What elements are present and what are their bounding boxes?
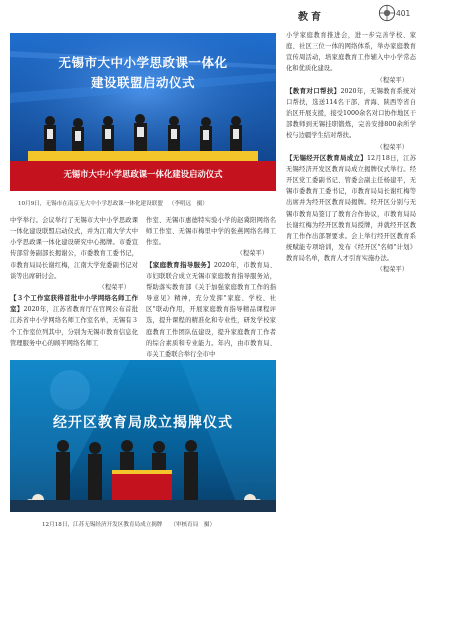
col2-author-1: （程荣平） xyxy=(236,250,268,258)
col3-section-title-1: 【教育对口帮扶】 xyxy=(286,86,341,95)
col3-author-2: （程荣平） xyxy=(376,143,408,151)
photo2-caption-text: 12月18日，江苏无锡经济开发区教育局成立揭牌 xyxy=(42,522,163,528)
photo2-caption xyxy=(42,520,278,528)
col2-paragraph-1: 作室、无锡市惠德特实验小学的赵冀阳网络名师工作室、无锡市梅里中学的张燕网络名师工作室。 xyxy=(146,217,276,247)
section-title: 教育 xyxy=(298,12,324,23)
col2-paragraph-2 xyxy=(146,260,276,360)
col1-paragraph-2 xyxy=(10,293,138,349)
banner-line-2: 建设联盟启动仪式 xyxy=(90,75,195,90)
col3-paragraph-3 xyxy=(286,153,416,265)
col2-paragraph-2-text: 2020年，市教育局、市妇联联合成立无锡市家庭教育指导服务站，帮助落实教育部《关于加强家庭教育工作的指导意见》精神，充分发挥"家庭、学校、社区"联动作用，开展家庭教育指导精品课程评选，提升课程的精准化和专业性，研发学校家庭教育工作团队伍建设，提升家庭教育工作者的综合素质和专业能力。年内，由市教育局、市关工委联合举行全市中 xyxy=(146,261,277,358)
column-3 xyxy=(286,30,416,635)
col1-paragraph-2-text: 2020年，江苏省教育厅在官网公布首批江苏省中小学网络名师工作室名单，无锡有３个工作室位列其中，分别为无锡市教育信息化管理服务中心的顾平网络名师工 xyxy=(10,306,138,347)
photo1-caption-credit: （李明远 摄） xyxy=(168,201,208,207)
col3-paragraph-2-text: 2020年，无锡教育系统对口帮扶，选送114名干部、青海、陕西等省自治区开展支援，接受1000余名对口协作地区干部教师到无锡挂职锻炼，完善安排800余所学校与边疆学生结对帮扶。 xyxy=(286,87,416,140)
col2-section-title: 【家庭教育指导服务】 xyxy=(146,260,214,269)
banner-title: 经开区教育局成立揭牌仪式 xyxy=(53,415,233,431)
col3-paragraph-3-text: 12月18日，江苏无锡经济开发区教育局成立揭牌仪式举行。经开区党工委副书记、管委会副主任杨建平，无锡市委教育工委书记，市教育局局长谢红梅等出席并为经开区教育局揭牌。经开区分别与无锡市教育局签订了教育合作协议，市教育局局长谢红梅为经开区教育局授牌，并就经开区教育工作作出部署要求。会上举行经开区教育系统赋能专项培训，发布《经开区"名师"计划》教育局名单，教育人才引育实施办法。 xyxy=(286,154,416,263)
floor-caption: 无锡市大中小学思政课一体化建设启动仪式 xyxy=(63,169,223,179)
col3-paragraph-2 xyxy=(286,86,416,142)
stage-background-2 xyxy=(10,360,276,512)
col3-paragraph-1: 小学家庭教育推进会，进一步完善学校、家庭、社区三位一体的网络体系，举办家庭教育宣传周活动，培家庭教育工作辅入中小学常态化和优质化建设。 xyxy=(286,32,416,73)
page-number: 401 xyxy=(396,9,411,18)
photo-unveiling-ceremony xyxy=(10,360,276,512)
header-emblem-icon xyxy=(378,4,396,22)
photo2-caption-credit: （审核育局 摄） xyxy=(170,522,216,528)
photo1-caption xyxy=(18,199,276,207)
banner-line-1: 无锡市大中小学思政课一体化 xyxy=(58,55,228,70)
column-2 xyxy=(146,215,276,360)
col1-section-title: 【３个工作室获得首批中小学网络名师工作室】 xyxy=(10,294,138,314)
col3-section-title-2: 【无锡经开区教育局成立】 xyxy=(286,153,367,162)
col1-author-1: （程荣平） xyxy=(98,283,130,291)
photo1-caption-text: 10月9日，无锡市在南京无大中小学思政课一体化建设联盟 xyxy=(18,201,163,207)
column-1 xyxy=(10,215,138,349)
col1-paragraph-1: 中学举行。会议举行了无锡市大中小学思政课一体化建设联盟启动仪式，并为江南大学大中小学思政课一体化建设研究中心揭牌。市委宣传部常务副部长揭谢公，市委教育工委书记，市教育局局长谢红梅，江南大学党委副书记对谈等出席研讨会。 xyxy=(10,217,138,280)
col3-author-1: （程荣平） xyxy=(376,76,408,84)
photo-launch-ceremony xyxy=(10,33,276,191)
col3-author-3: （程荣平） xyxy=(376,266,408,274)
